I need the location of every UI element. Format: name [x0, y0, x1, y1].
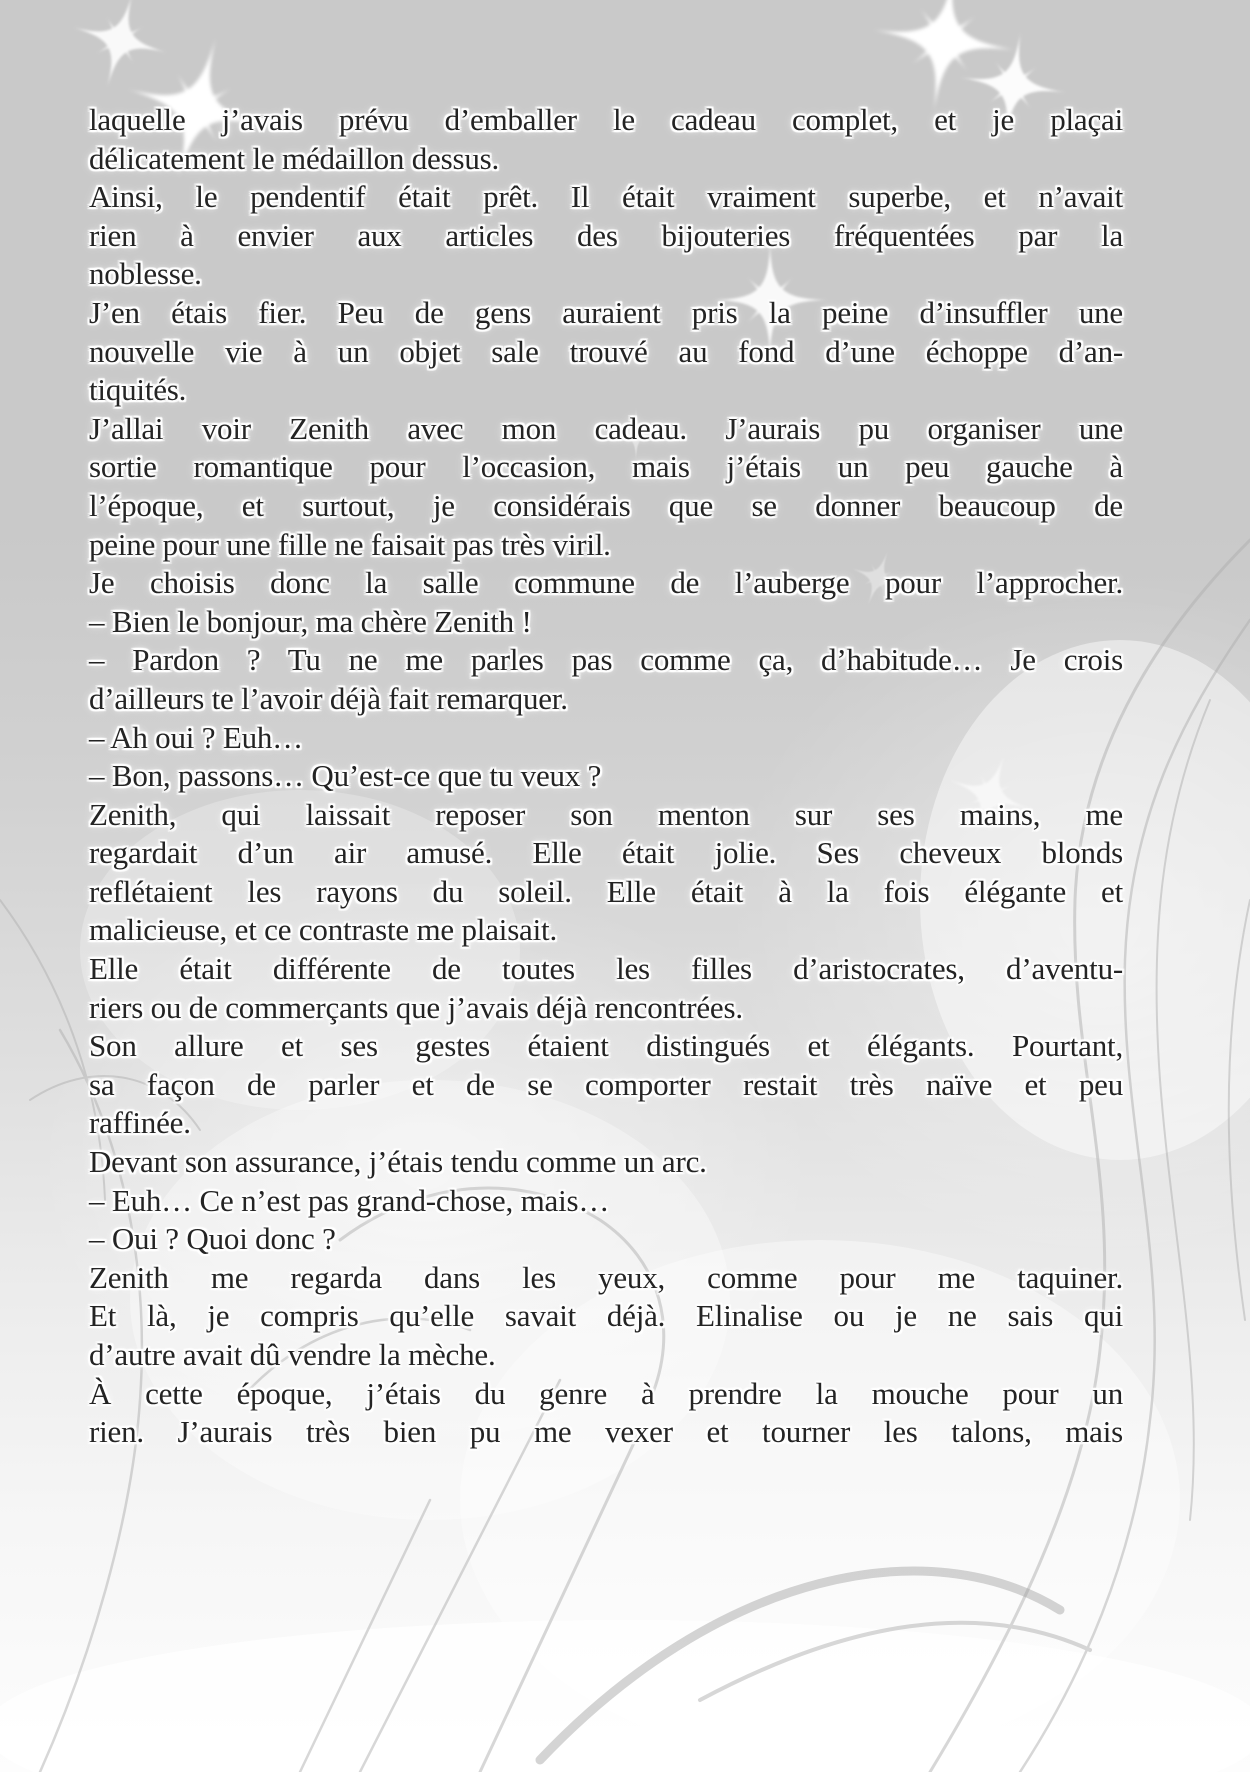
text-line: sa façon de parler et de se comporter restait très naïve et peu: [89, 1066, 1123, 1102]
text-line: – Bon, passons… Qu’est-ce que tu veux ?: [89, 758, 602, 794]
text-line: – Ah oui ? Euh…: [89, 719, 303, 755]
text-line: rien. J’aurais très bien pu me vexer et tourner les talons, mais: [89, 1414, 1123, 1450]
text-line: riers ou de commerçants que j’avais déjà rencontrées.: [89, 989, 743, 1025]
text-line: – Bien le bonjour, ma chère Zenith !: [89, 603, 532, 639]
page-text: [89, 101, 1123, 1452]
text-line: tiquités.: [89, 372, 187, 408]
text-line: délicatement le médaillon dessus.: [89, 140, 500, 176]
text-line: d’ailleurs te l’avoir déjà fait remarquer.: [89, 680, 568, 716]
text-line: sortie romantique pour l’occasion, mais j’étais un peu gauche à: [89, 449, 1123, 485]
text-line: À cette époque, j’étais du genre à prendre la mouche pour un: [89, 1375, 1123, 1411]
text-line: Je choisis donc la salle commune de l’auberge pour l’approcher.: [89, 565, 1123, 601]
text-line: peine pour une fille ne faisait pas très viril.: [89, 526, 611, 562]
text-line: – Euh… Ce n’est pas grand-chose, mais…: [89, 1182, 610, 1218]
text-line: Son allure et ses gestes étaient distingués et élégants. Pourtant,: [89, 1028, 1123, 1064]
text-line: Et là, je compris qu’elle savait déjà. Elinalise ou je ne sais qui: [89, 1298, 1123, 1334]
text-line: J’allai voir Zenith avec mon cadeau. J’aurais pu organiser une: [89, 410, 1123, 446]
text-line: Zenith me regarda dans les yeux, comme pour me taquiner.: [89, 1259, 1123, 1295]
text-line: nouvelle vie à un objet sale trouvé au fond d’une échoppe d’an-: [89, 333, 1123, 369]
text-line: raffinée.: [89, 1105, 191, 1141]
text-line: regardait d’un air amusé. Elle était jolie. Ses cheveux blonds: [89, 835, 1123, 871]
text-line: Devant son assurance, j’étais tendu comme un arc.: [89, 1144, 707, 1180]
text-line: reflétaient les rayons du soleil. Elle était à la fois élégante et: [89, 873, 1123, 909]
text-line: laquelle j’avais prévu d’emballer le cadeau complet, et je plaçai: [89, 102, 1123, 137]
text-line: malicieuse, et ce contraste me plaisait.: [89, 912, 557, 948]
text-line: J’en étais fier. Peu de gens auraient pris la peine d’insuffler une: [89, 294, 1123, 330]
text-line: – Oui ? Quoi donc ?: [89, 1221, 336, 1257]
text-line: Zenith, qui laissait reposer son menton sur ses mains, me: [89, 796, 1123, 832]
text-line: l’époque, et surtout, je considérais que se donner beaucoup de: [89, 487, 1123, 523]
text-line: rien à envier aux articles des bijouteries fréquentées par la: [89, 217, 1123, 253]
text-line: Elle était différente de toutes les filles d’aristocrates, d’aventu-: [89, 951, 1123, 987]
text-line: – Pardon ? Tu ne me parles pas comme ça, d’habitude… Je crois: [89, 642, 1123, 678]
text-line: noblesse.: [89, 256, 202, 292]
text-line: Ainsi, le pendentif était prêt. Il était vraiment superbe, et n’avait: [89, 179, 1123, 215]
text-line: d’autre avait dû vendre la mèche.: [89, 1337, 496, 1372]
